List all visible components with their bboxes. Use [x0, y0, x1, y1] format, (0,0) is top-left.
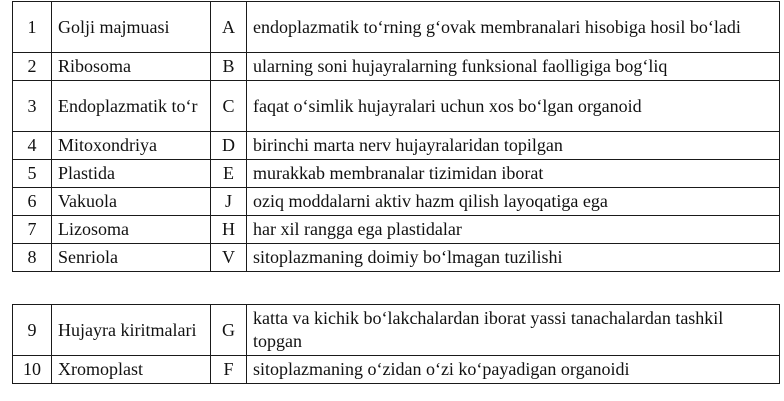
definition-cell: oziq moddalarni aktiv hazm qilish layoqatiga ega: [247, 188, 780, 216]
row-number: 1: [13, 2, 52, 53]
row-number: 8: [13, 244, 52, 272]
letter-cell: C: [211, 81, 247, 132]
letter-cell: H: [211, 216, 247, 244]
definition-cell: ularning soni hujayralarning funksional faolligiga bog‘liq: [247, 53, 780, 81]
definition-cell: birinchi marta nerv hujayralaridan topilgan: [247, 132, 780, 160]
table-row: [13, 132, 780, 160]
letter-cell: F: [211, 356, 247, 384]
table-row: [13, 244, 780, 272]
table-row: [13, 216, 780, 244]
table-row: [13, 305, 780, 356]
row-number: 9: [13, 305, 52, 356]
term-cell: Golji majmuasi: [52, 2, 211, 53]
term-cell: Lizosoma: [52, 216, 211, 244]
matching-table-bottom: [12, 304, 780, 384]
term-cell: Xromoplast: [52, 356, 211, 384]
definition-cell: katta va kichik bo‘lakchalardan iborat yassi tanachalardan tashkil topgan: [247, 305, 780, 356]
table-row: [13, 356, 780, 384]
table-row: [13, 160, 780, 188]
definition-cell: murakkab membranalar tizimidan iborat: [247, 160, 780, 188]
row-number: 2: [13, 53, 52, 81]
definition-cell: har xil rangga ega plastidalar: [247, 216, 780, 244]
letter-cell: B: [211, 53, 247, 81]
definition-cell: sitoplazmaning doimiy bo‘lmagan tuzilishi: [247, 244, 780, 272]
term-cell: Endoplazmatik to‘r: [52, 81, 211, 132]
row-number: 6: [13, 188, 52, 216]
table-row: [13, 53, 780, 81]
letter-cell: E: [211, 160, 247, 188]
term-cell: Plastida: [52, 160, 211, 188]
term-cell: Vakuola: [52, 188, 211, 216]
letter-cell: G: [211, 305, 247, 356]
letter-cell: V: [211, 244, 247, 272]
letter-cell: D: [211, 132, 247, 160]
row-number: 10: [13, 356, 52, 384]
table-row: [13, 2, 780, 53]
definition-cell: faqat o‘simlik hujayralari uchun xos bo‘lgan organoid: [247, 81, 780, 132]
row-number: 5: [13, 160, 52, 188]
row-number: 3: [13, 81, 52, 132]
definition-cell: endoplazmatik to‘rning g‘ovak membranalari hisobiga hosil bo‘ladi: [247, 2, 780, 53]
matching-table-top: [12, 1, 780, 272]
letter-cell: J: [211, 188, 247, 216]
term-cell: Ribosoma: [52, 53, 211, 81]
term-cell: Hujayra kiritmalari: [52, 305, 211, 356]
row-number: 7: [13, 216, 52, 244]
definition-cell: sitoplazmaning o‘zidan o‘zi ko‘payadigan organoidi: [247, 356, 780, 384]
term-cell: Mitoxondriya: [52, 132, 211, 160]
term-cell: Senriola: [52, 244, 211, 272]
table-row: [13, 81, 780, 132]
row-number: 4: [13, 132, 52, 160]
table-row: [13, 188, 780, 216]
letter-cell: A: [211, 2, 247, 53]
